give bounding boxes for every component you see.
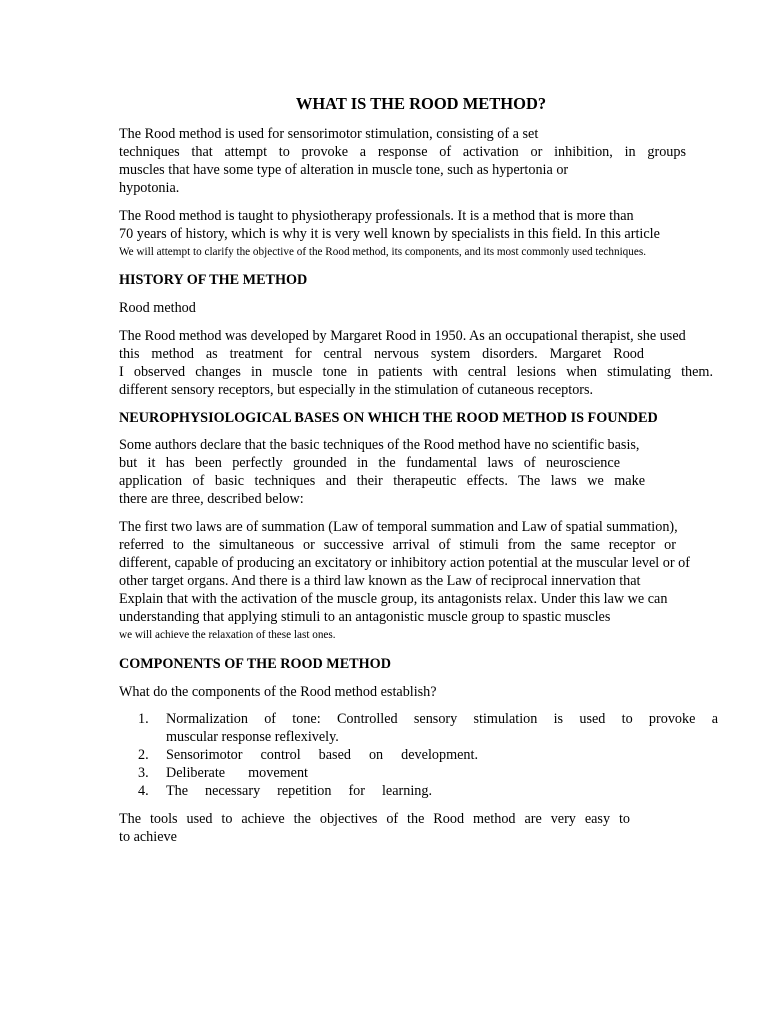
list-item-text: Deliberate movement xyxy=(166,765,308,781)
neuro-heading: NEUROPHYSIOLOGICAL BASES ON WHICH THE ROOD METHOD IS FOUNDED xyxy=(119,410,658,426)
para2-line-3: We will attempt to clarify the objective of the Rood method, its components, and its most commonly used techniques. xyxy=(119,246,646,258)
neuro-p2-line-3: different, capable of producing an excitatory or inhibitory action potential at the muscular level or of xyxy=(119,555,690,571)
page-title: WHAT IS THE ROOD METHOD? xyxy=(295,94,547,113)
neuro-p1-line-1: Some authors declare that the basic techniques of the Rood method have no scientific basis, xyxy=(119,437,640,453)
components-question: What do the components of the Rood method establish? xyxy=(119,684,437,700)
history-line-1: The Rood method was developed by Margaret Rood in 1950. As an occupational therapist, she used xyxy=(119,328,686,344)
neuro-p2-line-4: other target organs. And there is a third law known as the Law of reciprocal innervation that xyxy=(119,573,641,589)
closing-line-2: to achieve xyxy=(119,829,177,845)
neuro-p1-line-2: but it has been perfectly grounded in the fundamental laws of neuroscience xyxy=(119,455,620,471)
neuro-p1-line-4: there are three, described below: xyxy=(119,491,304,507)
components-heading: COMPONENTS OF THE ROOD METHOD xyxy=(119,656,391,672)
para2-line-2: 70 years of history, which is why it is very well known by specialists in this field. In this article xyxy=(119,226,660,242)
list-item-text: Normalization of tone: Controlled sensory stimulation is used to provoke a xyxy=(166,711,718,727)
intro-line-2: techniques that attempt to provoke a response of activation or inhibition, in groups xyxy=(119,144,686,160)
neuro-p1-line-3: application of basic techniques and their therapeutic effects. The laws we make xyxy=(119,473,645,489)
neuro-p2-line-6: understanding that applying stimuli to an antagonistic muscle group to spastic muscles xyxy=(119,609,611,625)
list-number: 4. xyxy=(138,783,149,799)
neuro-p2-line-5: Explain that with the activation of the muscle group, its antagonists relax. Under this law we can xyxy=(119,591,668,607)
neuro-p2-line-7: we will achieve the relaxation of these last ones. xyxy=(119,629,336,641)
para2-line-1: The Rood method is taught to physiotherapy professionals. It is a method that is more than xyxy=(119,208,634,224)
list-item-text: Sensorimotor control based on development. xyxy=(166,747,478,763)
intro-line-4: hypotonia. xyxy=(119,180,180,196)
list-item-text: The necessary repetition for learning. xyxy=(166,783,432,799)
closing-line-1: The tools used to achieve the objectives of the Rood method are very easy to xyxy=(119,811,630,827)
list-number: 3. xyxy=(138,765,149,781)
history-subheading: Rood method xyxy=(119,300,196,316)
intro-line-1: The Rood method is used for sensorimotor stimulation, consisting of a set xyxy=(119,126,539,142)
list-number: 1. xyxy=(138,711,149,727)
history-heading: HISTORY OF THE METHOD xyxy=(119,272,308,288)
history-line-3: I observed changes in muscle tone in patients with central lesions when stimulating them. xyxy=(119,364,713,380)
history-line-2: this method as treatment for central nervous system disorders. Margaret Rood xyxy=(119,346,644,362)
history-line-4: different sensory receptors, but especially in the stimulation of cutaneous receptors. xyxy=(119,382,594,398)
list-number: 2. xyxy=(138,747,149,763)
neuro-p2-line-2: referred to the simultaneous or successive arrival of stimuli from the same receptor or xyxy=(119,537,676,553)
neuro-p2-line-1: The first two laws are of summation (Law of temporal summation and Law of spatial summation), xyxy=(119,519,678,535)
list-item-text-continued: muscular response reflexively. xyxy=(166,729,339,745)
intro-line-3: muscles that have some type of alteration in muscle tone, such as hypertonia or xyxy=(119,162,569,178)
